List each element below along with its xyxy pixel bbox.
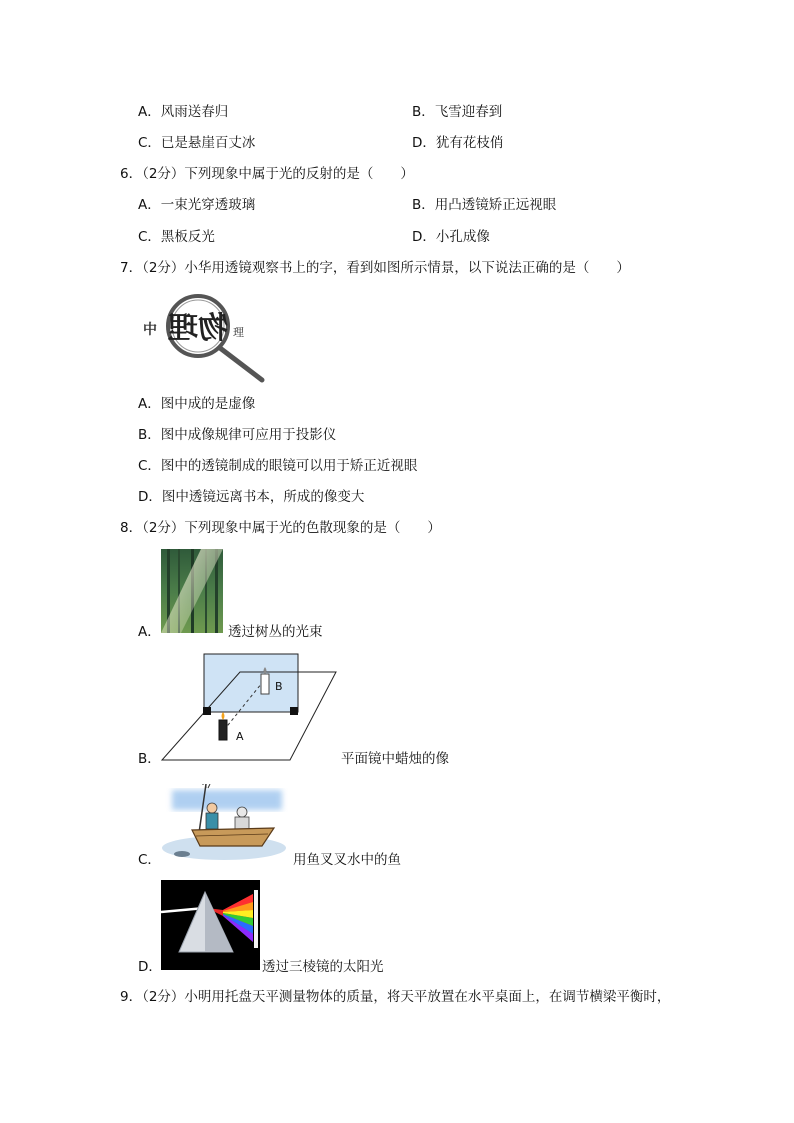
q5-option-a: A．风雨送春归 xyxy=(138,104,229,120)
candle-b xyxy=(261,674,269,694)
figure-magnified-text: 物理 xyxy=(168,311,228,346)
candle-a xyxy=(219,720,227,740)
q8-option-a-text: 透过树丛的光束 xyxy=(228,624,323,640)
label-b: B xyxy=(275,680,283,693)
q8-option-c-letter: C． xyxy=(138,852,161,868)
figure-right-char: 理 xyxy=(233,326,244,339)
q7-option-c: C．图中的透镜制成的眼镜可以用于矫正近视眼 xyxy=(138,458,418,474)
q6-option-c: C．黑板反光 xyxy=(138,229,215,245)
figure-left-char: 中 xyxy=(143,322,157,338)
q8-option-b-text: 平面镜中蜡烛的像 xyxy=(341,751,449,767)
q8-stem: 8．（2分）下列现象中属于光的色散现象的是（ ） xyxy=(120,520,441,536)
q7-option-a: A．图中成的是虚像 xyxy=(138,396,256,412)
q8-option-c-text: 用鱼叉叉水中的鱼 xyxy=(293,852,401,868)
fishing-boat-image xyxy=(162,784,288,862)
magnifier-figure xyxy=(140,286,268,384)
q6-option-b: B．用凸透镜矫正远视眼 xyxy=(412,197,557,213)
q8-option-d-text: 透过三棱镜的太阳光 xyxy=(262,959,384,975)
prism-dispersion-image xyxy=(161,880,260,970)
magnifier-handle xyxy=(220,348,262,380)
boat xyxy=(192,828,274,846)
q6-option-a: A．一束光穿透玻璃 xyxy=(138,197,256,213)
forest-light-image xyxy=(161,549,223,633)
screen xyxy=(254,890,258,948)
plane-mirror-candle-diagram xyxy=(160,652,340,764)
q7-option-b: B．图中成像规律可应用于投影仪 xyxy=(138,427,337,443)
q6-option-d: D．小孔成像 xyxy=(412,229,490,245)
q5-option-c: C．已是悬崖百丈冰 xyxy=(138,135,256,151)
q7-stem: 7．（2分）小华用透镜观察书上的字，看到如图所示情景，以下说法正确的是（ ） xyxy=(120,260,630,276)
q5-option-b: B．飞雪迎春到 xyxy=(412,104,503,120)
q7-option-d: D．图中透镜远离书本，所成的像变大 xyxy=(138,489,365,505)
glass-plate xyxy=(204,654,298,712)
label-a: A xyxy=(236,730,244,743)
q8-option-d-letter: D． xyxy=(138,959,162,975)
q8-option-a-letter: A． xyxy=(138,624,161,640)
q9-stem: 9．（2分）小明用托盘天平测量物体的质量，将天平放置在水平桌面上，在调节横梁平衡时， xyxy=(120,989,671,1005)
q8-option-b-letter: B． xyxy=(138,751,161,767)
q6-stem: 6．（2分）下列现象中属于光的反射的是（ ） xyxy=(120,166,414,182)
q5-option-d: D．犹有花枝俏 xyxy=(412,135,504,151)
